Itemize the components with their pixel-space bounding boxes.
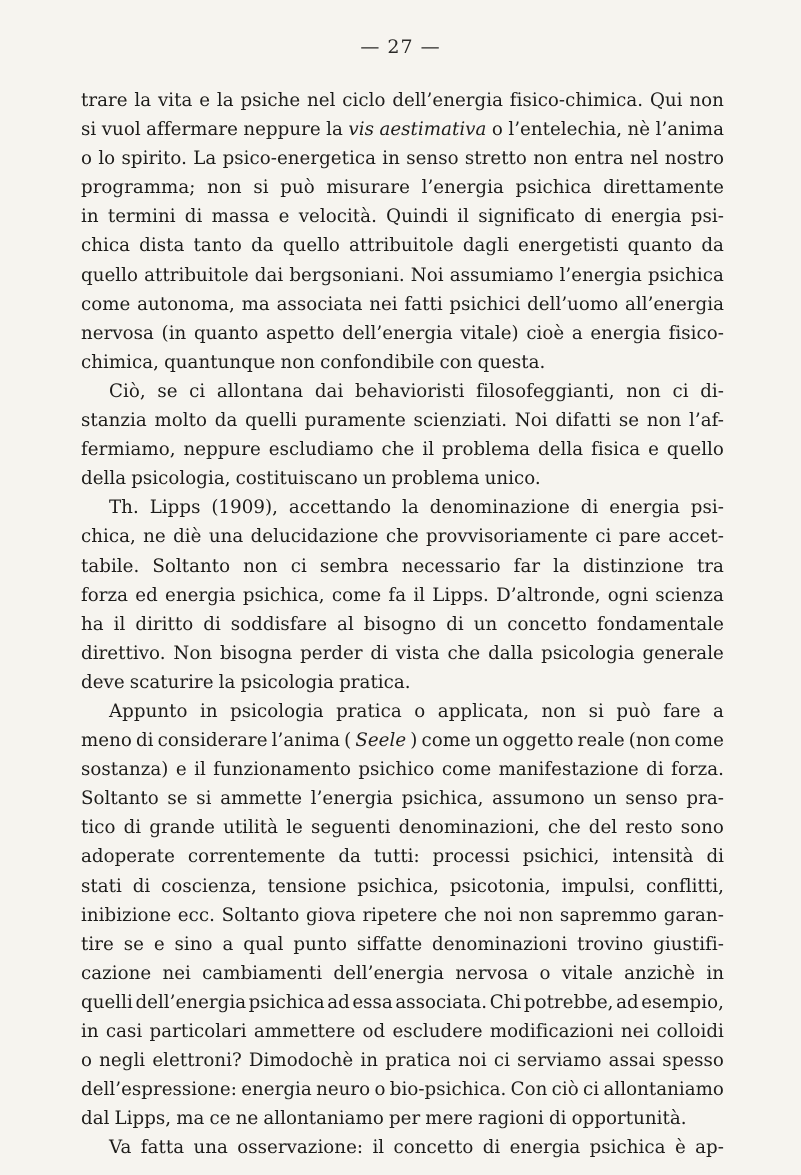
text-line: o lo spirito. La psico-energetica in senso stretto non entra nel nostro	[81, 148, 724, 170]
text-line: chimica, quantunque non confondibile con questa.	[81, 351, 546, 373]
text-line: stanzia molto da quelli puramente scienziati. Noi difatti se non l’af-	[81, 410, 724, 432]
text-line: o negli elettroni? Dimodochè in pratica noi ci serviamo assai spesso	[81, 1050, 724, 1072]
text-line: trare la vita e la psiche nel ciclo dell’energia fisico-chimica. Qui non	[81, 90, 724, 111]
text-line: chica dista tanto da quello attribuitole dagli energetisti quanto da	[81, 235, 724, 257]
text-line: cazione nei cambiamenti dell’energia nervosa o vitale anzichè in	[81, 962, 724, 984]
text-line: chica, ne diè una delucidazione che provvisoriamente ci pare accet-	[81, 526, 724, 548]
text-line: Soltanto se si ammette l’energia psichica, assumono un senso pra-	[81, 788, 724, 810]
text-line: quello attribuitole dai bergsoniani. Noi assumiamo l’energia psichica	[81, 264, 724, 286]
text-line: dal Lipps, ma ce ne allontaniamo per mere ragioni di opportunità.	[81, 1108, 687, 1130]
text-line: Th. Lipps (1909), accettando la denominazione di energia psi-	[109, 497, 724, 519]
text-line: della psicologia, costituiscano un problema unico.	[81, 468, 541, 490]
text-line: meno di considerare l’anima ( Seele ) come un oggetto reale (non come	[81, 730, 724, 752]
text-line: Ciò, se ci allontana dai behavioristi filosofeggianti, non ci di-	[109, 380, 724, 402]
text-line: direttivo. Non bisogna perder di vista che dalla psicologia generale	[81, 642, 724, 664]
text-line: forza ed energia psichica, come fa il Lipps. D’altronde, ogni scienza	[81, 584, 724, 606]
text-line: in termini di massa e velocità. Quindi il significato di energia psi-	[81, 206, 724, 228]
text-line: tico di grande utilità le seguenti denominazioni, che del resto sono	[81, 817, 724, 839]
text-line: quelli dell’energia psichica ad essa associata. Chi potrebbe, ad esempio,	[81, 991, 724, 1013]
text-line: Va fatta una osservazione: il concetto di energia psichica è ap-	[109, 1137, 724, 1159]
text-line: in casi particolari ammettere od escludere modificazioni nei colloidi	[81, 1021, 724, 1042]
text-line: tabile. Soltanto non ci sembra necessario far la distinzione tra	[81, 555, 724, 577]
text-line: Appunto in psicologia pratica o applicata, non si può fare a	[109, 700, 724, 722]
text-line: nervosa (in quanto aspetto dell’energia vitale) cioè a energia fisico-	[81, 322, 724, 344]
text-line: si vuol affermare neppure la vis aestimativa o l’entelechia, nè l’anima	[81, 119, 724, 141]
text-line: dell’espressione: energia neuro o bio-psichica. Con ciò ci allontaniamo	[81, 1079, 724, 1101]
page-number: — 27 —	[360, 36, 441, 58]
text-line: stati di coscienza, tensione psichica, psicotonia, impulsi, conflitti,	[81, 875, 724, 897]
text-line: fermiamo, neppure escludiamo che il problema della fisica e quello	[81, 439, 724, 461]
text-line: sostanza) e il funzionamento psichico come manifestazione di forza.	[81, 759, 724, 781]
text-line: tire se e sino a qual punto siffatte denominazioni trovino giustifi-	[81, 933, 724, 955]
text-line: adoperate correntemente da tutti: processi psichici, intensità di	[81, 846, 724, 868]
text-line: come autonoma, ma associata nei fatti psichici dell’uomo all’energia	[81, 293, 724, 315]
text-line: ha il diritto di soddisfare al bisogno di un concetto fondamentale	[81, 613, 724, 635]
text-line: programma; non si può misurare l’energia psichica direttamente	[81, 177, 724, 199]
text-line: inibizione ecc. Soltanto giova ripetere che noi non sapremmo garan-	[81, 904, 724, 926]
text-line: deve scaturire la psicologia pratica.	[81, 671, 411, 693]
body-text	[81, 86, 724, 1162]
